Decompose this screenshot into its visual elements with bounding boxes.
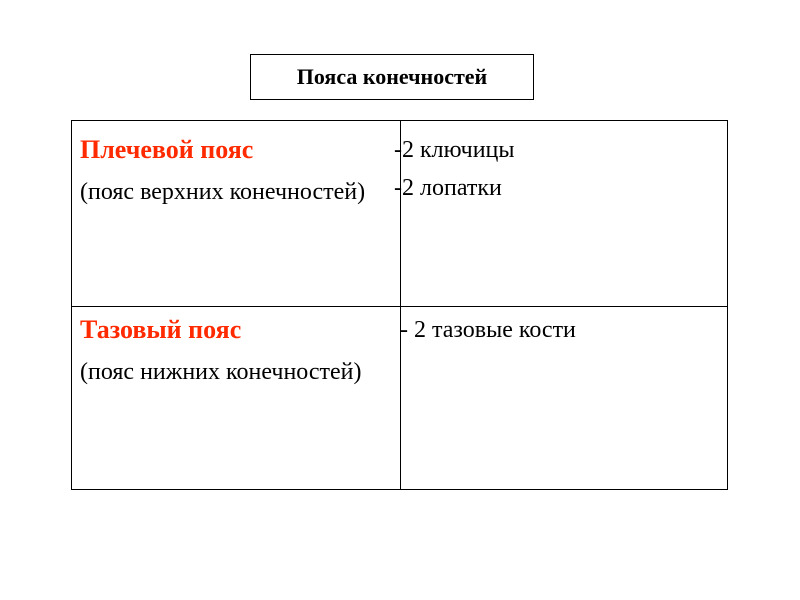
- pelvic-girdle-subtitle: (пояс нижних конечностей): [80, 359, 362, 385]
- shoulder-girdle-heading: Плечевой пояс: [80, 135, 254, 164]
- bone-item: - 2 тазовые кости: [394, 317, 576, 343]
- row-shoulder-girdle-label-cell: [80, 131, 380, 208]
- pelvic-girdle-heading: Тазовый пояс: [80, 315, 242, 344]
- row-shoulder-girdle-bones-cell: [394, 131, 714, 207]
- page-title-text: Пояса конечностей: [296, 64, 488, 89]
- page-title: [250, 54, 534, 100]
- limb-girdles-table: [71, 120, 728, 490]
- row-divider: [72, 306, 727, 307]
- shoulder-girdle-subtitle: (пояс верхних конечностей): [80, 179, 366, 205]
- bone-item: -2 лопатки: [394, 175, 502, 201]
- bone-item: -2 ключицы: [394, 137, 515, 163]
- row-pelvic-girdle-bones-cell: [394, 311, 714, 349]
- row-pelvic-girdle-label-cell: [80, 311, 380, 388]
